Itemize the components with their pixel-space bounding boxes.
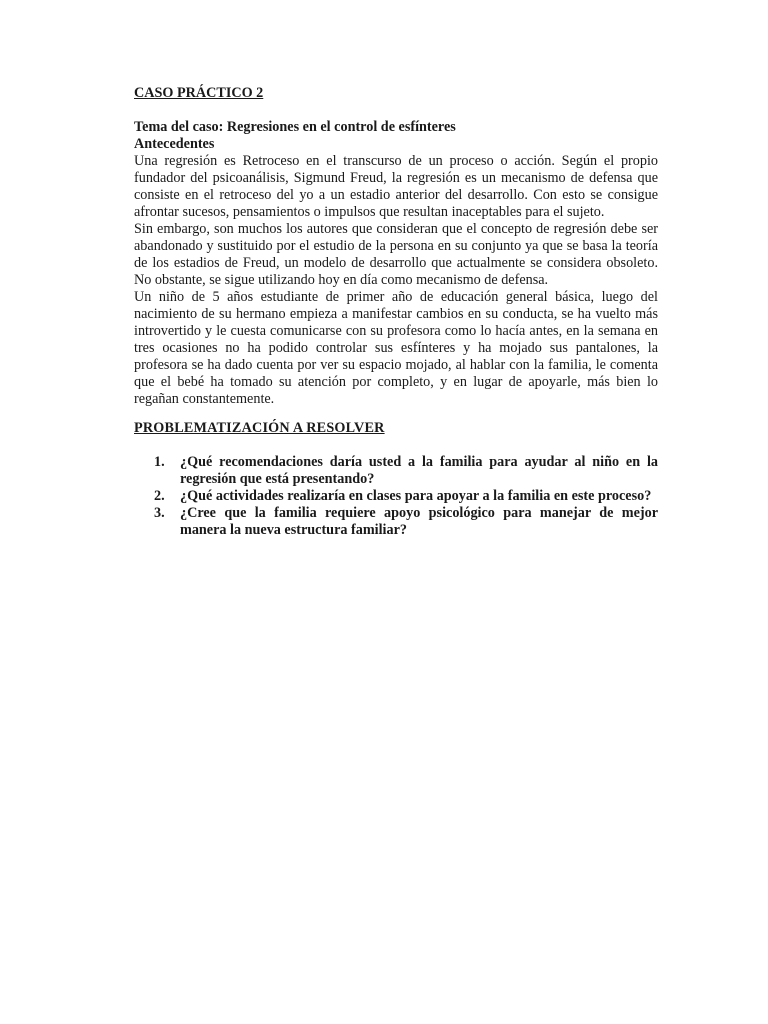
question-number: 1. xyxy=(154,454,165,470)
problem-heading: PROBLEMATIZACIÓN A RESOLVER xyxy=(134,420,385,436)
question-number: 3. xyxy=(154,505,165,521)
background-heading: Antecedentes xyxy=(134,136,215,152)
question-text: ¿Qué actividades realizaría en clases para apoyar a la familia en este proceso? xyxy=(180,488,652,504)
question-number: 2. xyxy=(154,488,165,504)
question-item xyxy=(134,454,658,488)
question-item xyxy=(134,505,658,539)
questions-list xyxy=(134,454,658,539)
title-spacer xyxy=(134,102,658,119)
question-item xyxy=(134,488,658,505)
document-title: CASO PRÁCTICO 2 xyxy=(134,85,264,101)
question-text: ¿Cree que la familia requiere apoyo psicológico para manejar de mejor manera la nueva estructura familiar? xyxy=(180,505,658,538)
paragraph-definition: Una regresión es Retroceso en el transcurso de un proceso o acción. Según el propio fundador del psicoanálisis, Sigmund Freud, la regresión es un mecanismo de defensa que consiste en el retroceso del yo a un estadio anterior del desarrollo. Con esto se consigue afrontar sucesos, pensamientos o impulsos que resultan inaceptables para el sujeto. xyxy=(134,153,658,220)
paragraph-criticism: Sin embargo, son muchos los autores que consideran que el concepto de regresión debe ser abandonado y sustituido por el estudio de la persona en su conjunto ya que se basa la teoría de los estadios de Freud, un modelo de desarrollo que actualmente se considera obsoleto. No obstante, se sigue utilizando hoy en día como mecanismo de defensa. xyxy=(134,221,658,288)
document-body xyxy=(134,85,658,539)
paragraph-case: Un niño de 5 años estudiante de primer año de educación general básica, luego del nacimiento de su hermano empieza a manifestar cambios en su conducta, se ha vuelto más introvertido y le cuesta comunicarse con su profesora como lo hacía antes, en la semana en tres ocasiones no ha podido controlar sus esfínteres y ha mojado sus pantalones, la profesora se ha dado cuenta por ver su espacio mojado, al hablar con la familia, le comenta que el bebé ha tomado su atención por completo, y en lugar de apoyarle, más bien lo regañan constantemente. xyxy=(134,289,658,407)
case-topic: Tema del caso: Regresiones en el control de esfínteres xyxy=(134,119,456,135)
question-text: ¿Qué recomendaciones daría usted a la familia para ayudar al niño en la regresión que está presentando? xyxy=(180,454,658,487)
